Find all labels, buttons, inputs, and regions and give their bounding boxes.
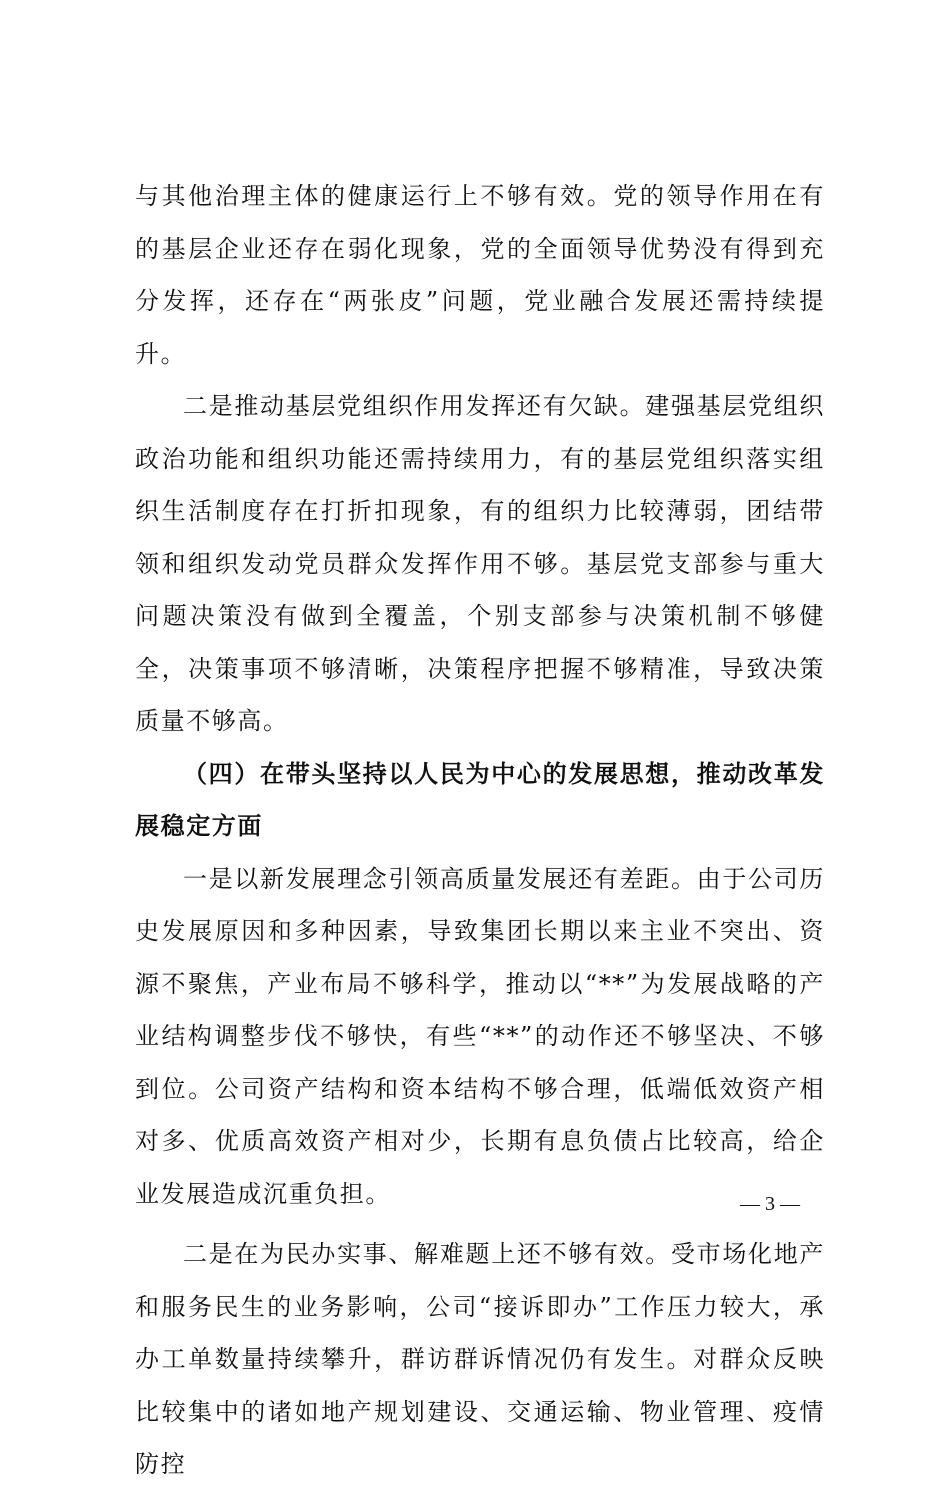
section-heading-four: （四）在带头坚持以人民为中心的发展思想，推动改革发展稳定方面: [135, 758, 825, 840]
paragraph-continuation: 与其他治理主体的健康运行上不够有效。党的领导作用在有的基层企业还存在弱化现象，党的全面领导优势没有得到充分发挥，还存在“两张皮”问题，党业融合发展还需持续提升。: [135, 182, 825, 368]
document-body: [135, 170, 825, 1491]
page-number: — 3 —: [740, 1193, 800, 1215]
paragraph-new-development-concept: 一是以新发展理念引领高质量发展还有差距。由于公司历史发展原因和多种因素，导致集团长期以来主业不突出、资源不聚焦，产业布局不够科学，推动以“**”为发展战略的产业结构调整步伐不够快，有些“**”的动作还不够坚决、不够到位。公司资产结构和资本结构不够合理，低端低效资产相对多、优质高效资产相对少，长期有息负债占比较高，给企业发展造成沉重负担。: [135, 864, 825, 1208]
paragraph-practical-matters-for-people: 二是在为民办实事、解难题上还不够有效。受市场化地产和服务民生的业务影响，公司“接诉即办”工作压力较大，承办工单数量持续攀升，群访群诉情况仍有发生。对群众反映比较集中的诸如地产规划建设、交通运输、物业管理、疫情防控: [135, 1240, 825, 1478]
paragraph-grassroots-party-organization: 二是推动基层党组织作用发挥还有欠缺。建强基层党组织政治功能和组织功能还需持续用力，有的基层党组织落实组织生活制度存在打折扣现象，有的组织力比较薄弱，团结带领和组织发动党员群众发挥作用不够。基层党支部参与重大问题决策没有做到全覆盖，个别支部参与决策机制不够健全，决策事项不够清晰，决策程序把握不够精准，导致决策质量不够高。: [135, 392, 825, 735]
